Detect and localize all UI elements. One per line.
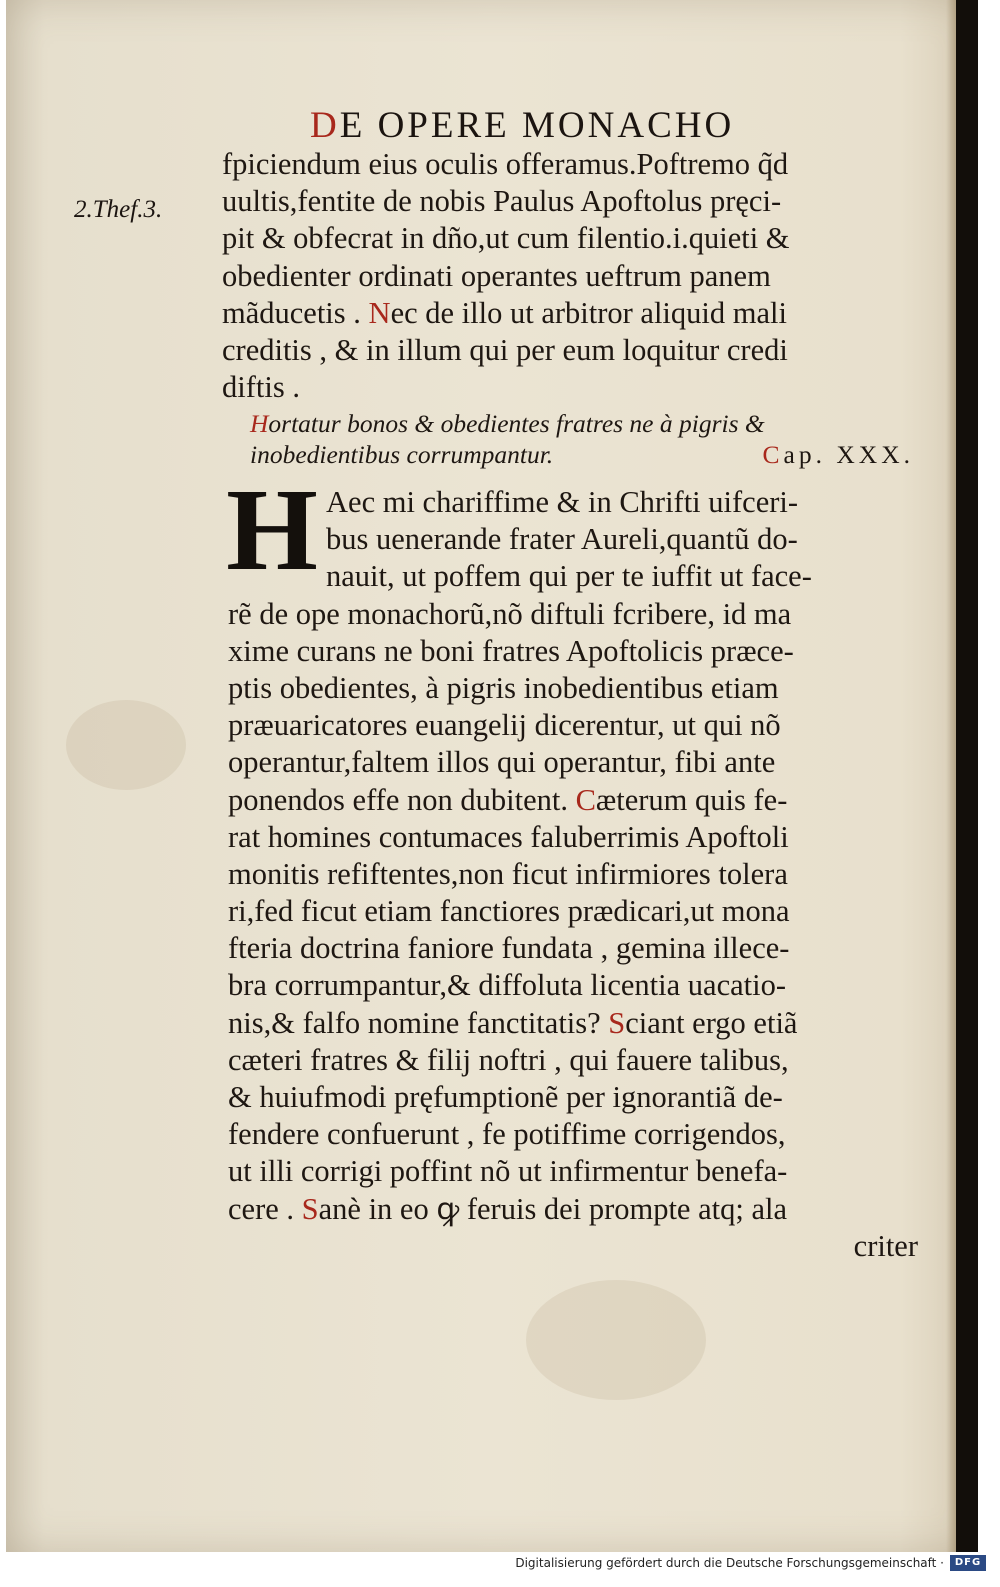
text-segment: mãducetis . (222, 295, 369, 330)
text-line (228, 782, 918, 819)
running-head (310, 104, 734, 147)
catchword: criter (853, 1228, 918, 1263)
paper-stain (66, 700, 186, 790)
text-line: nauit, ut poffem qui per te iuffit ut face- (326, 559, 812, 594)
chapter-number (763, 439, 914, 470)
text-line: diftis . (222, 370, 300, 405)
book-spine (956, 0, 978, 1552)
rubricated-initial: C (762, 440, 784, 469)
text-line: bra corrumpantur,& diffoluta licentia uacatio- (228, 968, 787, 1003)
funding-credit: Digitalisierung gefördert durch die Deutsche Forschungsgemeinschaft · (515, 1556, 944, 1570)
text-segment: æterum quis fe- (595, 782, 788, 817)
text-line: obedienter ordinati operantes ueftrum panem (222, 258, 771, 293)
text-line: Aec mi chariffime & in Chrifti uifceri- (326, 485, 799, 519)
text-line: rẽ de ope monachorũ,nõ diftuli fcribere, id ma (228, 596, 792, 631)
text-line: uultis,fentite de nobis Paulus Apoftolus pręci- (222, 184, 782, 219)
text-segment: ponendos effe non dubitent. (228, 782, 576, 817)
text-line: fteria doctrina faniore fundata , gemina illece- (228, 931, 790, 966)
text-line: monitis refiftentes,non ficut infirmiores tolera (228, 856, 788, 891)
heading-text: ortatur bonos & obedientes fratres ne à pigris & (268, 409, 765, 438)
text-line: ptis obedientes, à pigris inobedientibus etiam (228, 670, 779, 705)
text-line: creditis , & in illum qui per eum loquitur credi (222, 332, 788, 367)
text-line: ri,fed ficut etiam fanctiores prædicari,ut mona (228, 894, 790, 929)
page-edge-shadow (946, 0, 956, 1552)
running-head-initial: D (310, 105, 340, 146)
text-line: rat homines contumaces faluberrimis Apoftoli (228, 819, 789, 854)
paper-stain (526, 1280, 706, 1400)
text-segment: ciant ergo etiã (625, 1005, 798, 1040)
text-line: fendere confuerunt , fe potiffime corrigendos, (228, 1117, 786, 1152)
text-line (222, 295, 912, 332)
text-segment: anè in eo ꝙ feruis dei prompte atq; ala (318, 1191, 787, 1226)
running-head-text: E OPERE MONACHO (339, 105, 735, 146)
text-line: bus uenerande frater Aureli,quantũ do- (326, 522, 798, 557)
rubricated-initial: S (301, 1191, 319, 1226)
text-segment: nis,& falfo nomine fanctitatis? (228, 1005, 609, 1040)
chapter-heading-line (250, 408, 914, 439)
chapter-number-text: ap. XXX. (783, 440, 914, 469)
paragraph-one (222, 146, 912, 406)
chapter-heading (250, 408, 914, 470)
rubricated-initial: S (608, 1005, 626, 1040)
chapter-body (228, 484, 918, 1265)
margin-note: 2.Thef.3. (74, 196, 163, 223)
rubricated-initial: C (575, 782, 596, 817)
text-line: ut illi corrigi poffint nõ ut infirmentur benefa- (228, 1154, 788, 1189)
text-line: pit & obfecrat in dño,ut cum filentio.i.quieti & (222, 221, 790, 256)
text-line (228, 1191, 918, 1228)
text-line: & huiufmodi pręfumptionẽ per ignorantiã de- (228, 1080, 783, 1114)
text-segment: ec de illo ut arbitror aliquid mali (390, 295, 787, 330)
heading-text: inobedientibus corrumpantur. (250, 440, 554, 469)
chapter-heading-line (250, 439, 914, 470)
text-line: fpiciendum eius oculis offeramus.Poftremo q̃d (222, 147, 789, 181)
dfg-logo: DFG (950, 1555, 986, 1571)
text-segment: cere . (228, 1191, 302, 1226)
text-line: præuaricatores euangelij dicerentur, ut qui nõ (228, 708, 781, 743)
rubricated-initial: N (368, 295, 391, 330)
rubricated-initial: H (250, 409, 269, 438)
text-line: xime curans ne boni fratres Apoftolicis præce- (228, 633, 794, 668)
text-line: operantur,faltem illos qui operantur, fibi ante (228, 745, 776, 780)
drop-cap-initial: H (226, 464, 318, 595)
text-line (228, 1005, 918, 1042)
text-line: cæteri fratres & filij noftri , qui fauere talibus, (228, 1042, 789, 1077)
